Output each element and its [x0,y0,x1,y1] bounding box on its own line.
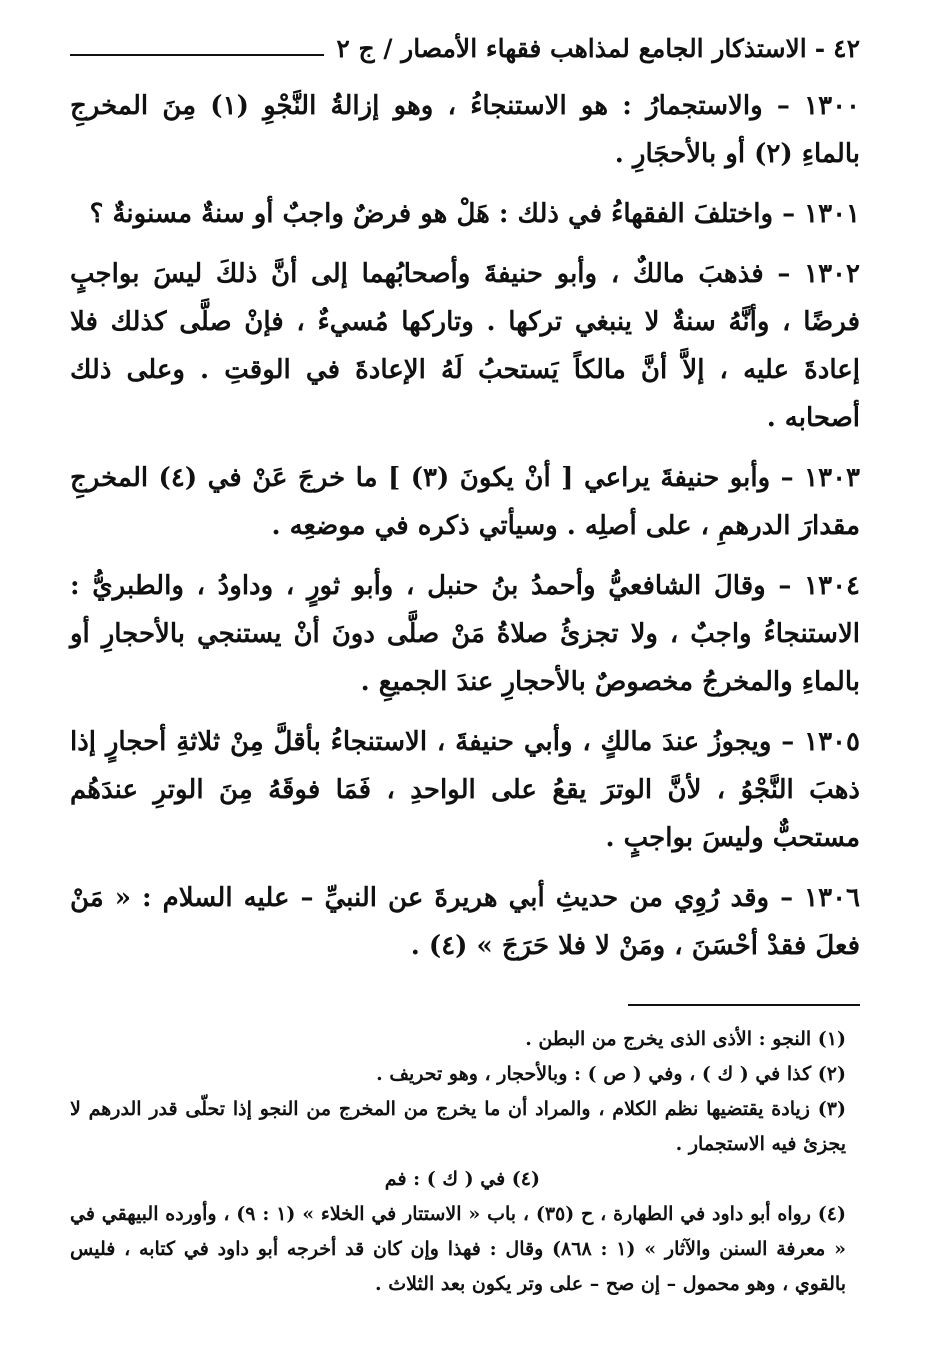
paragraph-text: – واختلفَ الفقهاءُ في ذلك : هَلْ هو فرضٌ واجبٌ أو سنةٌ مسنونةٌ ؟ [89,199,796,229]
footnote-3: (٣) زيادة يقتضيها نظم الكلام ، والمراد أن ما يخرج من المخرج من النجو إذا تحلّى قدر الدرهم لا يجزئ فيه الاستجمار . [70,1098,846,1155]
paragraph-1300 [70,82,860,178]
paragraph-number: ١٣٠٢ [804,259,860,289]
paragraph-number: ١٣٠٦ [804,883,860,913]
running-header [70,28,860,68]
paragraph-number: ١٣٠١ [804,199,860,229]
paragraph-text: – وقد رُوِي من حديثِ أبي هريرةَ عن النبيِّ – عليه السلام : « مَنْ فعلَ فقدْ أحْسَنَ ، ومَنْ لا فلا حَرَجَ » (٤) . [70,883,860,961]
paragraph-number: ١٣٠٥ [804,727,860,757]
paragraph-number: ١٣٠٤ [804,571,860,601]
paragraph-text: – والاستجمارُ : هو الاستنجاءُ ، وهو إزالةُ النَّجْوِ (١) مِنَ المخرجِ بالماءِ (٢) أو بالأحجَارِ . [70,91,860,169]
footnote-2: (٢) كذا في ( ك ) ، وفي ( ص ) : وبالأحجار ، وهو تحريف . [376,1063,846,1085]
paragraph-1304 [70,562,860,706]
footnote-1: (١) النجو : الأذى الذى يخرج من البطن . [525,1028,846,1050]
page-number: ٤٢ [833,33,860,63]
paragraph-text: – ويجوزُ عندَ مالكٍ ، وأبي حنيفةَ ، الاستنجاءُ بأقلَّ مِنْ ثلاثةِ أحجارٍ إذا ذهبَ النَّجْوُ ، لأنَّ الوترَ يقعُ على الواحدِ ، فَمَا فوقَهُ مِنَ الوترِ عندَهُم مستحبٌّ وليسَ بواجبٍ . [70,727,860,853]
paragraph-number: ١٣٠٣ [804,463,861,493]
main-text [70,82,860,970]
book-title: الاستذكار الجامع لمذاهب فقهاء الأمصار / ج ٢ [336,33,807,63]
footnote-4b: (٤) رواه أبو داود في الطهارة ، ح (٣٥) ، باب « الاستتار في الخلاء » (١ : ٩) ، وأورده البيهقي في « معرفة السنن والآثار » (١ : ٨٦٨) وقال : فهذا وإن كان قد أخرجه أبو داود في كتابه ، فليس بالقوي ، وهو محمول – إن صح – على وتر يكون بعد الثلاث . [70,1203,847,1295]
header-rule [70,54,324,56]
paragraph-1305 [70,718,860,862]
paragraph-text: – وقالَ الشافعيُّ وأحمدُ بنُ حنبل ، وأبو ثورٍ ، وداودُ ، والطبريُّ : الاستنجاءُ واجبٌ ، ولا تجزئُ صلاةُ مَنْ صلَّى دونَ أنْ يستنجي بالأحجارِ أو بالماءِ والمخرجُ مخصوصٌ بالأحجارِ عندَ الجميعِ . [70,571,860,697]
paragraph-text: – فذهبَ مالكٌ ، وأبو حنيفةَ وأصحابُهما إلى أنَّ ذلكَ ليسَ بواجبٍ فرضًا ، وأنَّهُ سنةٌ لا ينبغي تركها . وتاركها مُسيءٌ ، فإنْ صلَّى كذلك فلا إعادةَ عليه ، إلاَّ أنَّ مالكاً يَستحبُ لَهُ الإعادةَ في الوقتِ . وعلى ذلك أصحابه . [70,259,860,433]
footnote-separator [628,1004,860,1006]
footnote-4a: (٤) في ( ك ) : فم [384,1168,540,1190]
page [70,28,860,1302]
paragraph-1303 [70,454,860,550]
paragraph-1301 [70,190,860,238]
paragraph-text: – وأبو حنيفةَ يراعي [ أنْ يكونَ (٣) ] ما خرجَ عَنْ في (٤) المخرجِ مقدارَ الدرهمِ ، على أصلِه . وسيأتي ذكره في موضعِه . [70,463,860,541]
paragraph-1302 [70,250,860,442]
header-dash: - [814,33,826,63]
paragraph-1306 [70,874,860,970]
paragraph-number: ١٣٠٠ [804,91,860,121]
footnotes [70,1022,860,1302]
